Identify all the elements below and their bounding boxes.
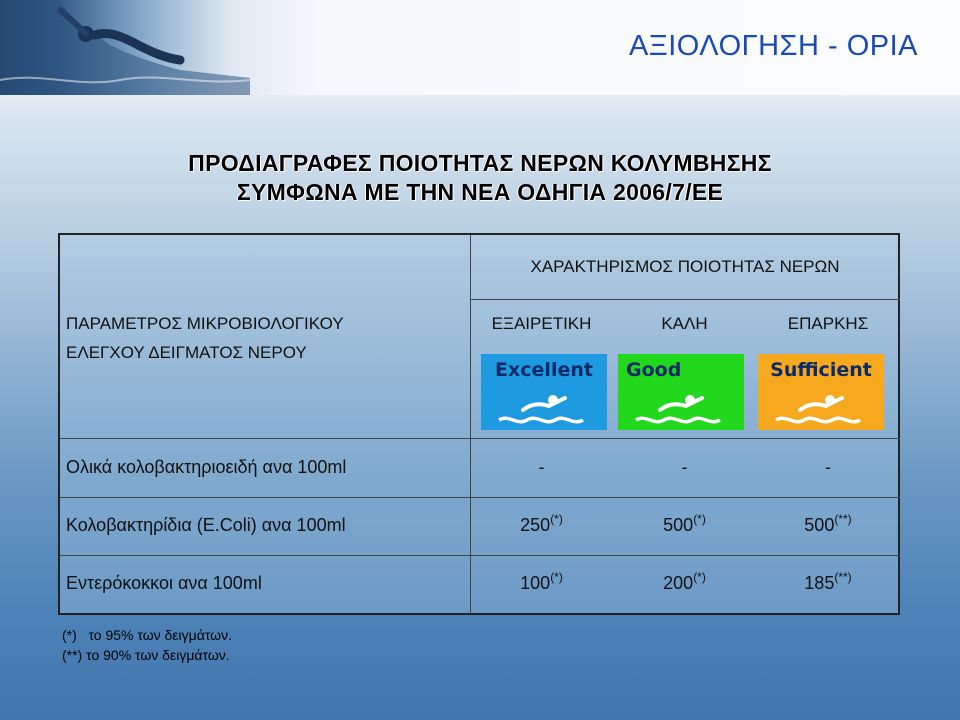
row-value-note: (*) bbox=[550, 512, 563, 526]
slide-title: ΑΞΙΟΛΟΓΗΣΗ - ΟΡΙΑ bbox=[629, 30, 918, 62]
row-value-cell bbox=[470, 512, 613, 536]
table-divider bbox=[60, 497, 900, 498]
badge-excellent-label: Excellent bbox=[495, 359, 593, 381]
row-value-note: (*) bbox=[550, 570, 563, 584]
subtitle-line-1: ΠΡΟΔΙΑΓΡΑΦΕΣ ΠΟΙΟΤΗΤΑΣ ΝΕΡΩΝ ΚΟΛΥΜΒΗΣΗΣ bbox=[188, 150, 772, 176]
row-param-e-coli: Κολοβακτηρίδια (E.Coli) ανα 100ml bbox=[66, 515, 346, 535]
row-value: - bbox=[681, 457, 688, 477]
subtitle-line-2: ΣΥΜΦΩΝΑ ΜΕ ΤΗΝ ΝΕΑ ΟΔΗΓΙΑ 2006/7/ΕΕ bbox=[236, 179, 724, 205]
row-value: 185 bbox=[804, 573, 835, 593]
footnote-95: (*) το 95% των δειγμάτων. bbox=[62, 627, 232, 643]
row-value-cell bbox=[470, 570, 613, 594]
row-value: 500 bbox=[804, 515, 835, 535]
row-param-total-coliforms: Ολικά κολοβακτηριοειδή ανα 100ml bbox=[66, 457, 347, 477]
row-value: - bbox=[538, 457, 545, 477]
row-value: 100 bbox=[520, 573, 551, 593]
swimmer-icon bbox=[758, 386, 884, 430]
quality-table bbox=[58, 233, 900, 615]
swimmer-photo-icon bbox=[0, 0, 250, 95]
row-value: 500 bbox=[663, 515, 694, 535]
badge-sufficient bbox=[758, 354, 884, 430]
table-divider bbox=[470, 299, 900, 300]
swimmer-icon bbox=[618, 386, 744, 430]
column-header-excellent: ΕΞΑΙΡΕΤΙΚΗ bbox=[491, 314, 592, 333]
param-header-line-1: ΠΑΡΑΜΕΤΡΟΣ ΜΙΚΡΟΒΙΟΛΟΓΙΚΟΥ bbox=[66, 314, 344, 333]
row-value-cell bbox=[756, 512, 900, 536]
column-header-good: ΚΑΛΗ bbox=[661, 314, 708, 333]
row-value-note: (*) bbox=[693, 570, 706, 584]
swimmer-icon bbox=[481, 386, 607, 430]
param-header-line-2: ΕΛΕΓΧΟΥ ΔΕΙΓΜΑΤΟΣ ΝΕΡΟΥ bbox=[66, 343, 307, 362]
row-value: 200 bbox=[663, 573, 694, 593]
row-value-cell bbox=[613, 570, 756, 594]
row-param-enterococci: Εντερόκοκκοι ανα 100ml bbox=[66, 573, 262, 593]
badge-good bbox=[618, 354, 744, 430]
badge-excellent bbox=[481, 354, 607, 430]
row-value-cell bbox=[756, 570, 900, 594]
header-band bbox=[0, 0, 960, 95]
badge-sufficient-label: Sufficient bbox=[770, 359, 872, 381]
group-header: ΧΑΡΑΚΤΗΡΙΣΜΟΣ ΠΟΙΟΤΗΤΑΣ ΝΕΡΩΝ bbox=[530, 257, 840, 276]
row-value-note: (**) bbox=[834, 512, 852, 526]
badge-good-label: Good bbox=[626, 359, 682, 381]
table-divider bbox=[60, 555, 900, 556]
row-value: - bbox=[825, 457, 831, 477]
column-header-sufficient: ΕΠΑΡΚΗΣ bbox=[787, 314, 869, 333]
row-value-cell bbox=[613, 512, 756, 536]
row-value: 250 bbox=[520, 515, 551, 535]
row-value-note: (*) bbox=[693, 512, 706, 526]
table-divider bbox=[470, 235, 471, 613]
table-divider bbox=[60, 438, 900, 439]
footnote-90: (**) το 90% των δειγμάτων. bbox=[62, 647, 230, 663]
row-value-note: (**) bbox=[834, 570, 852, 584]
